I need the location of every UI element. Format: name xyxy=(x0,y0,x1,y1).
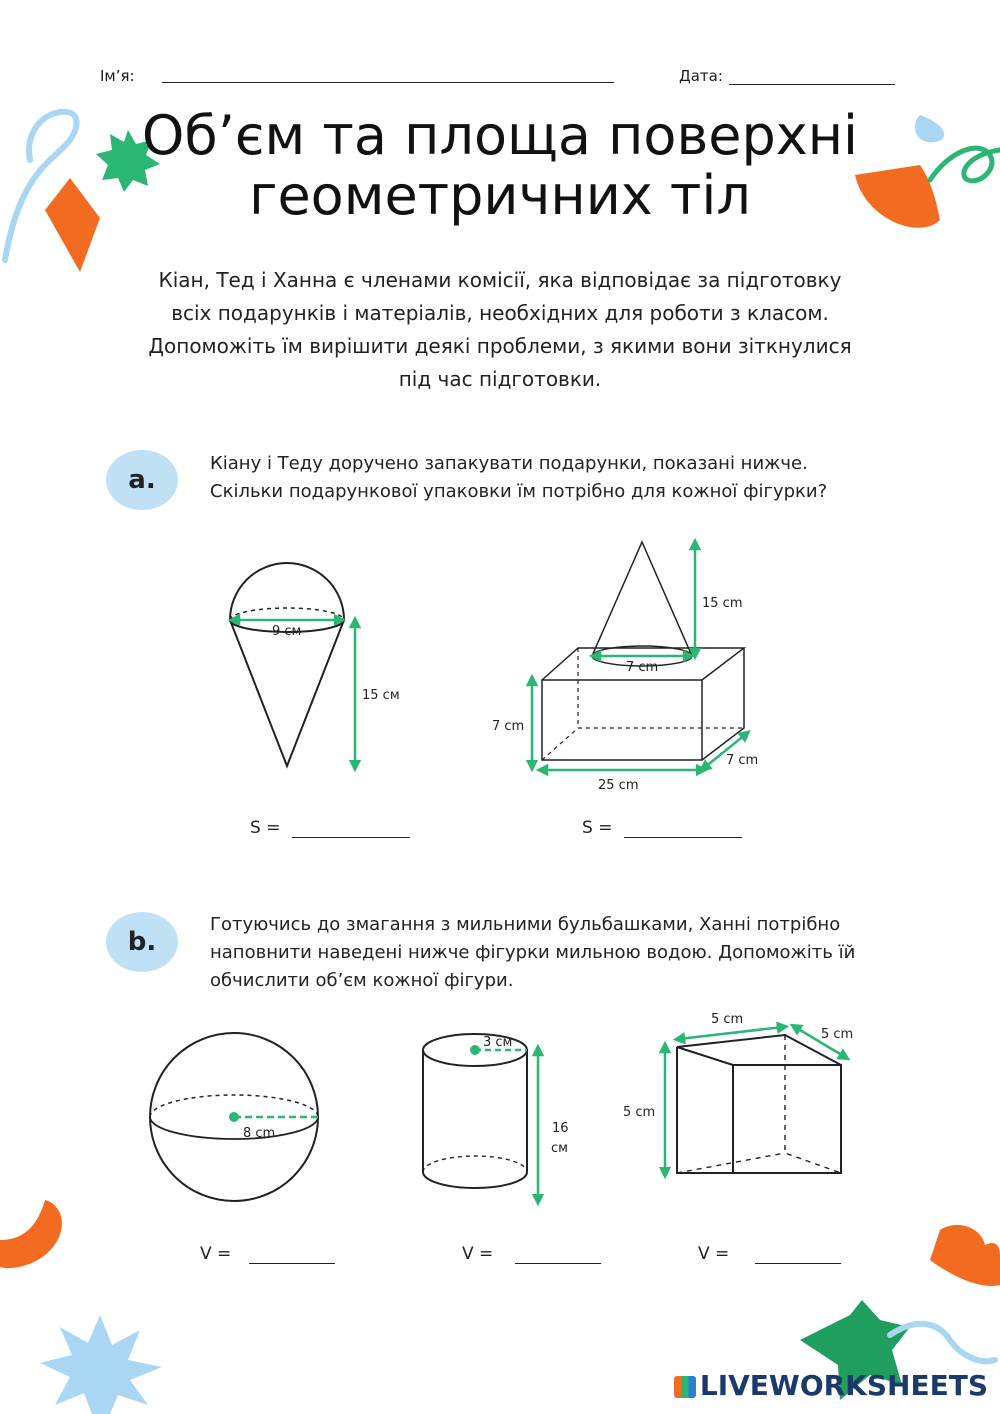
intro-paragraph: Кіан, Тед і Ханна є членами комісії, яка відповідає за підготовку всіх подарунків і матеріалів, необхідних для роботи з класом. Допоможіть їм вирішити деякі проблеми, з якими вони зіткнулися під час підготовки. xyxy=(148,268,852,391)
section-b-badge: b. xyxy=(106,912,178,972)
answer-a2 xyxy=(582,817,742,838)
watermark xyxy=(674,1369,988,1402)
section-b-text-line-1: Готуючись до змагання з мильними бульбашками, Ханні потрібно xyxy=(210,914,841,935)
sphere-radius-label: 8 cm xyxy=(243,1126,276,1141)
cylinder-height-label-1: 16 xyxy=(552,1121,569,1136)
answer-b1 xyxy=(200,1243,335,1264)
date-label: Дата: xyxy=(679,67,723,85)
figure-cube xyxy=(615,1005,865,1205)
section-a-question xyxy=(210,450,827,506)
cylinder-height-label-2: см xyxy=(551,1141,568,1156)
section-b-text-line-2: наповнити наведені нижче фігурки мильною водою. Допоможіть їй xyxy=(210,942,856,963)
answer-a1 xyxy=(250,817,410,838)
cone-base-label: 7 cm xyxy=(626,660,659,675)
box-depth-label: 7 cm xyxy=(726,753,759,768)
figure-cone-hemisphere xyxy=(200,560,440,790)
figure-cone-on-box xyxy=(480,530,800,800)
name-label: Ім’я: xyxy=(100,67,135,85)
title-line-1: Об’єм та площа поверхні xyxy=(141,104,859,167)
answer-b1-label: V = xyxy=(200,1244,232,1264)
box-length-label: 25 cm xyxy=(598,778,639,793)
date-input-line[interactable] xyxy=(729,84,895,85)
answer-a1-blank[interactable] xyxy=(292,817,410,838)
answer-b2 xyxy=(462,1243,601,1264)
answer-a2-blank[interactable] xyxy=(624,817,742,838)
cone-sides xyxy=(592,542,692,656)
figure-sphere xyxy=(140,1028,330,1208)
box-front xyxy=(542,680,702,760)
section-b-text-line-3: обчислити об’єм кожної фігури. xyxy=(210,970,514,991)
decoration-bottom-left xyxy=(0,1195,200,1414)
cylinder-radius-label: 3 см xyxy=(483,1035,513,1050)
figure-cylinder xyxy=(410,1028,590,1208)
answer-b2-blank[interactable] xyxy=(515,1243,601,1264)
cone-shape xyxy=(230,620,344,766)
cone-height-label: 15 cm xyxy=(702,596,743,611)
page-title xyxy=(80,106,920,226)
height-label: 15 см xyxy=(362,688,400,703)
title-line-2: геометричних тіл xyxy=(249,164,751,227)
name-input-line[interactable] xyxy=(162,82,614,83)
answer-b3 xyxy=(698,1243,841,1264)
section-a-badge: a. xyxy=(106,450,178,510)
diameter-label: 9 см xyxy=(272,624,302,639)
burst-icon xyxy=(40,1315,162,1414)
answer-b2-label: V = xyxy=(462,1244,494,1264)
box-height-label: 7 cm xyxy=(492,719,525,734)
cube-front xyxy=(733,1065,841,1173)
cube-left-label: 5 cm xyxy=(623,1105,656,1120)
section-a-text-line-1: Кіану і Теду доручено запакувати подарунки, показані нижче. xyxy=(210,453,808,474)
answer-a2-label: S = xyxy=(582,818,613,838)
answer-b3-label: V = xyxy=(698,1244,730,1264)
answer-a1-label: S = xyxy=(250,818,281,838)
section-a-text-line-2: Скільки подарункової упаковки їм потрібно для кожної фігурки? xyxy=(210,481,828,502)
cube-top-label: 5 cm xyxy=(711,1012,744,1027)
cube-side-label: 5 cm xyxy=(821,1027,854,1042)
section-b-question xyxy=(210,911,855,995)
watermark-text: LIVEWORKSHEETS xyxy=(699,1369,988,1402)
watermark-logo-icon xyxy=(674,1376,696,1398)
answer-b1-blank[interactable] xyxy=(249,1243,335,1264)
answer-b3-blank[interactable] xyxy=(755,1243,841,1264)
